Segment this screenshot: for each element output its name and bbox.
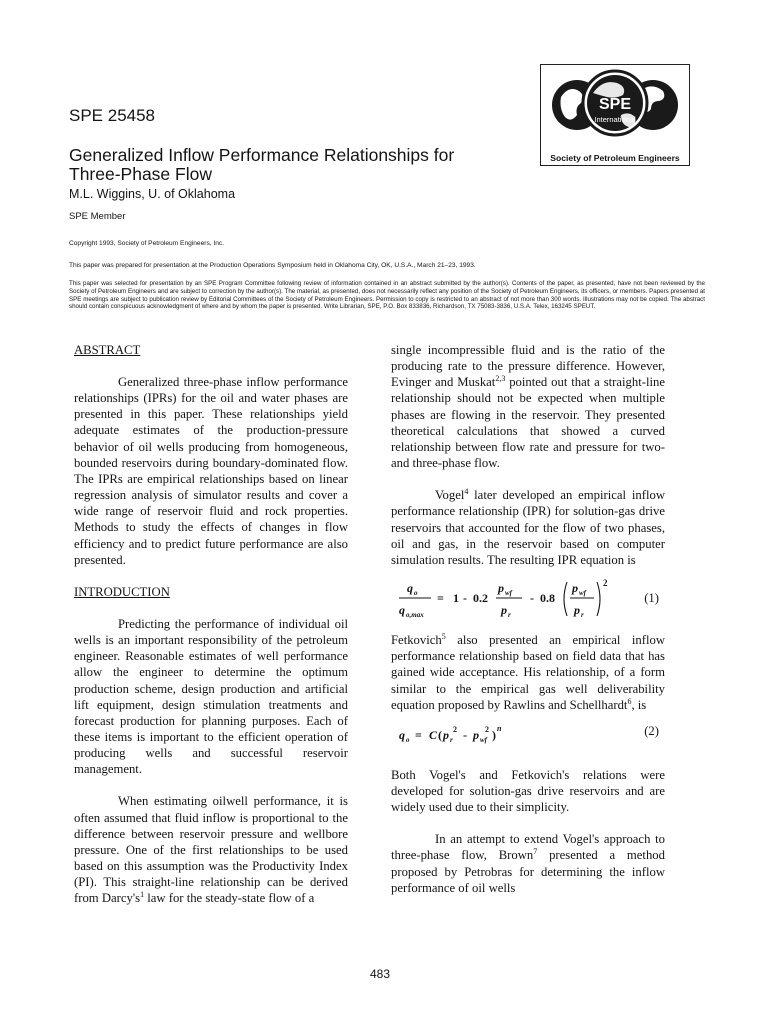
disclaimer-text: This paper was selected for presentation by an SPE Program Committee following review of information contained in an abstract submitted by the author(s). Contents of the paper, as presented, have not been reviewed by the Society of Petroleum Engineers and are subject to correction by the author(s). The material, as presented, does not necessarily reflect any position of the Society of Petroleum Engineers, its officers, or members. Papers presented at SPE meetings are subject to publication review by Editorial Committees of the Society of Petroleum Engineers. Permission to copy is restricted to an abstract of not more than 300 words. Illustrations may not be copied. The abstract should contain conspicuous acknowledgment of where and by whom the paper is presented. Write Librarian, SPE, P.O. Box 833836, Richardson, TX 75083-3836, U.S.A. Telex, 163245 SPEUT. [69,280,705,311]
svg-text:p: p [498,581,504,596]
svg-text:=: = [415,727,422,742]
citation-6: 6 [627,696,632,706]
right-paragraph-4: Both Vogel's and Fetkovich's relations were developed for solution-gas drive reservoirs and are widely used due to their simplicity. [391,767,665,815]
svg-text:r: r [450,735,453,744]
page-number: 483 [370,967,391,981]
left-column [74,342,348,907]
citation-1: 1 [140,890,145,900]
citation-4: 4 [464,487,469,497]
right-paragraph-1: single incompressible fluid and is the ratio of the producing rate to the pressure difference. However, Evinger and Muskat$^{2,3}$ pointed out that a straight-line relationship should not be expected when multiple phases are flowing in the reservoir. They presented theoretical calculations that showed a curved relationship between flow rate and pressure for two- and three-phase flow. [391,343,666,471]
paper-title [69,146,499,184]
svg-text:C: C [429,727,438,742]
svg-text:-: - [530,591,534,606]
svg-text:q: q [399,603,405,618]
svg-text:=: = [437,591,444,606]
right-paragraph-3: Fetkovich$^5$ also presented an empirical inflow performance relationship based on field data that has gained wide acceptance. His relationship, of a form similar to the empirical gas well deliverability equation proposed by Rawlins and Schellhardt$^6$, is [391,631,665,712]
member-note: SPE Member [69,211,126,222]
abstract-heading: ABSTRACT [74,343,141,357]
svg-text:-: - [463,591,467,606]
copyright-notice: Copyright 1993, Society of Petroleum Engineers, Inc. [69,240,225,247]
introduction-heading: INTRODUCTION [74,584,170,599]
svg-text:o,max: o,max [406,611,424,620]
title-line-1: Generalized Inflow Performance Relationships for [69,145,455,165]
svg-text:p: p [501,603,507,618]
svg-text:n: n [497,723,502,733]
equation-2-formula [397,713,597,753]
svg-text:2: 2 [453,724,457,734]
svg-text:p: p [572,581,578,596]
equation-1-formula [397,576,637,622]
citation-2-3: 2,3 [495,374,506,384]
right-paragraph-5: In an attempt to extend Vogel's approach to three-phase flow, Brown$^7$ presented a method proposed by Petrobras for determining the inflow performance of oil wells [391,832,665,895]
svg-text:p: p [473,727,479,742]
svg-text:0.8: 0.8 [540,591,555,606]
svg-text:1: 1 [453,591,459,606]
svg-text:o: o [406,735,410,744]
svg-text:wf: wf [505,589,512,598]
svg-text:): ) [492,727,496,742]
svg-text:q: q [407,581,413,596]
citation-5: 5 [441,631,446,641]
intro-p2-text: When estimating oilwell performance, it is often assumed that fluid inflow is proportional to the difference between reservoir pressure and wellbore pressure. One of the first relationships to be used based on this assumption was the Productivity Index (PI). This straight-line relationship can be derived from Darcy's [74,794,348,906]
presentation-note: This paper was prepared for presentation at the Production Operations Symposium held in Oklahoma City, OK, U.S.A., March 21–23, 1993. [69,262,476,269]
svg-text:wf: wf [579,589,586,598]
intro-paragraph-2 [74,793,348,906]
intro-paragraph-1: Predicting the performance of individual oil wells is an important responsibility of the petroleum engineer. Reasonable estimates of well performance allow the engineer to determine the optimum production scheme, design production and artificial lift equipment, design stimulation treatments and forecast production for planning purposes. Each of these items is important to the efficient operation of producing wells and successful reservoir management. [74,616,348,777]
svg-text:r: r [581,611,584,620]
logo-subtitle: International [594,115,636,124]
svg-text:(: ( [438,727,442,742]
right-column [391,342,665,896]
svg-text:wf: wf [480,735,487,744]
abstract-text: Generalized three-phase inflow performance relationships (IPRs) for the oil and water phases are presented in this paper. These relationships yield adequate estimates of the production-pressure behavior of oil wells producing from homogeneous, bounded reservoirs during boundary-dominated flow. The IPRs are empirical relationships based on linear regression analysis of simulator results and cover a wide range of reservoir fluid and rock properties. Methods to study the effects of changes in flow efficiency and to predict future performance are also presented. [74,375,348,567]
svg-text:r: r [508,611,511,620]
svg-text:p: p [574,603,580,618]
equation-2-number: (2) [644,723,659,738]
equation-1 [391,576,665,622]
authors: M.L. Wiggins, U. of Oklahoma [69,187,236,201]
right-paragraph-2: Vogel$^4$ later developed an empirical inflow performance relationship (IPR) for solution-gas drive reservoirs that accounted for the flow of two phases, oil and gas, in the reservoir based on computer simulation results. The resulting IPR equation is [391,487,665,567]
svg-text:o: o [414,589,418,598]
globe-icon [551,67,679,145]
intro-p2-text-end: law for the steady-state flow of a [144,891,315,906]
equation-2 [391,713,665,753]
citation-7: 7 [533,847,538,857]
svg-text:2: 2 [485,724,489,734]
svg-text:q: q [399,727,405,742]
equation-1-number: (1) [644,591,659,606]
spe-logo [540,64,690,166]
logo-caption: Society of Petroleum Engineers [550,153,680,163]
svg-text:-: - [463,727,467,742]
paper-number: SPE 25458 [69,106,156,125]
title-line-2: Three-Phase Flow [69,164,212,184]
svg-text:0.2: 0.2 [473,591,488,606]
svg-text:2: 2 [603,578,608,589]
logo-acronym: SPE [598,96,632,113]
svg-text:p: p [443,727,449,742]
